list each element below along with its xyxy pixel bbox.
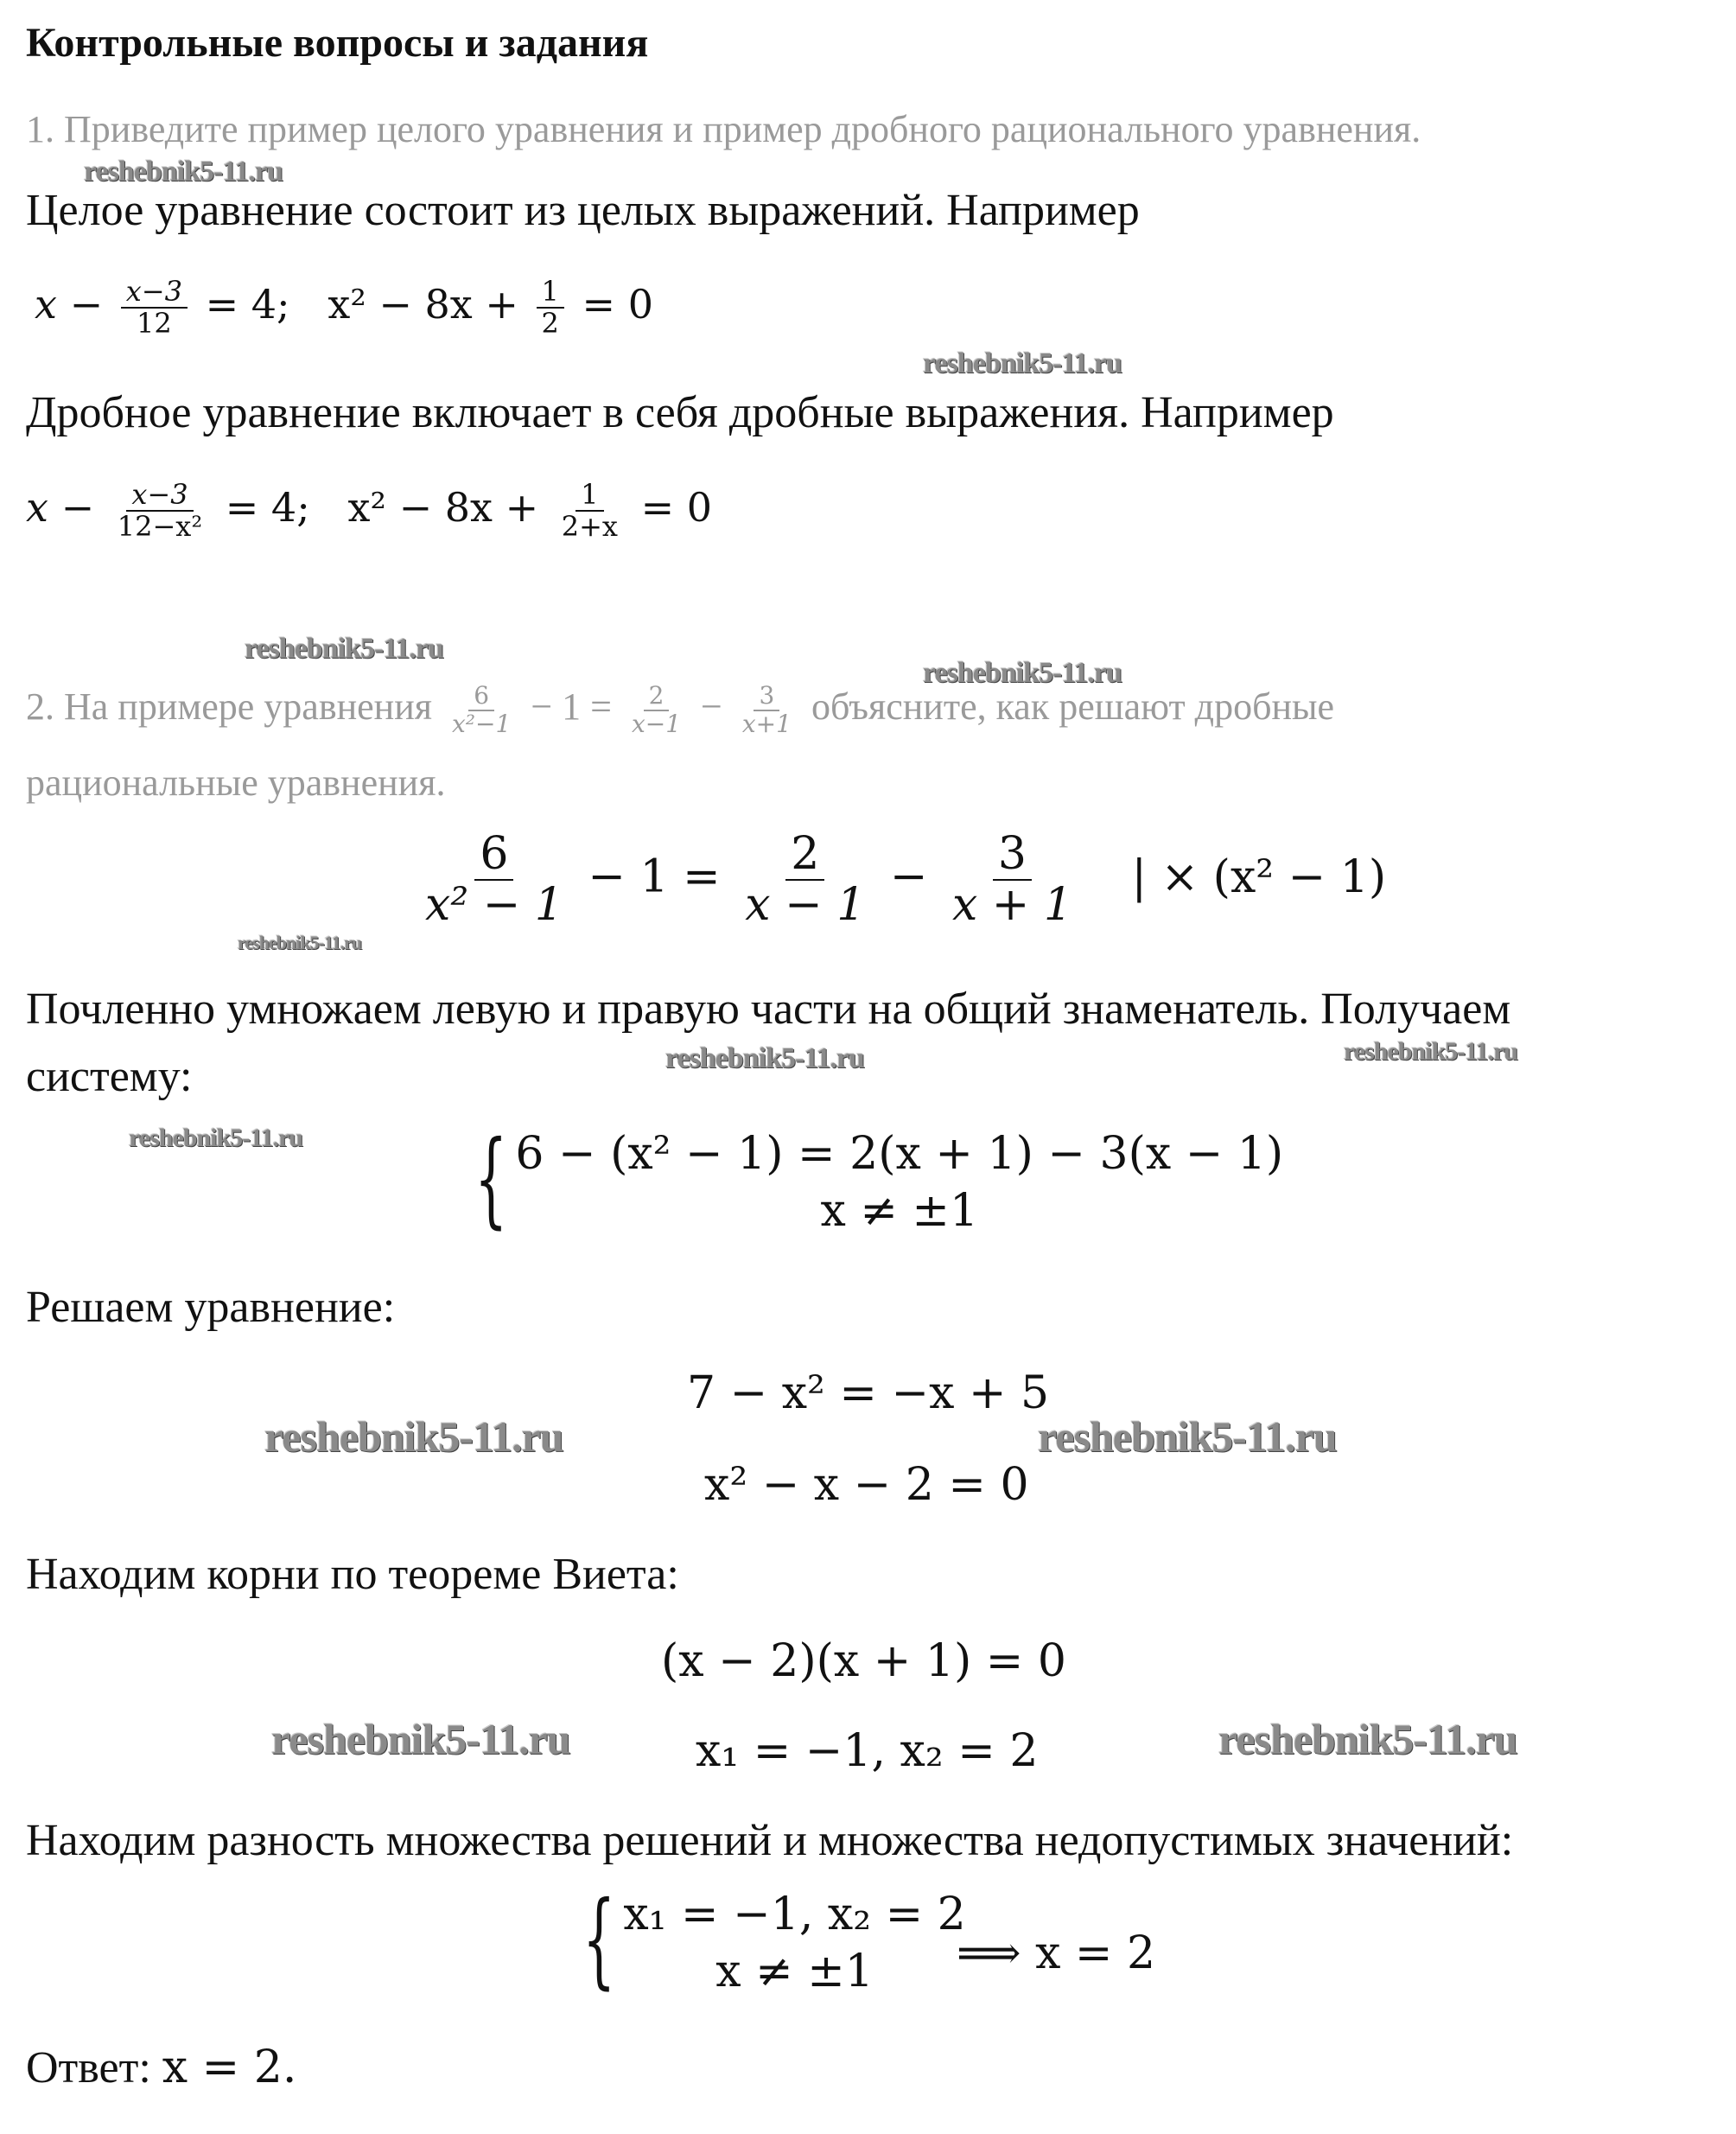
- watermark: reshebnik5-11.ru: [129, 1124, 302, 1152]
- eq-part: = 4; x² − 8x +: [225, 484, 539, 532]
- difference-text: Находим разность множества решений и множества недопустимых значений:: [26, 1816, 1514, 1865]
- brace-icon: {: [474, 1119, 508, 1239]
- denominator: x² − 1: [425, 879, 563, 932]
- eq-part: x −: [35, 281, 104, 328]
- numerator: 2: [785, 830, 824, 881]
- fractional-equation-intro: Дробное уравнение включает в себя дробные выражения. Например: [26, 388, 1334, 437]
- answer: [26, 2042, 296, 2093]
- watermark: reshebnik5-11.ru: [1038, 1412, 1337, 1461]
- numerator: x−3: [121, 277, 188, 309]
- denominator: x + 1: [951, 879, 1072, 932]
- solve-step: x² − x − 2 = 0: [704, 1459, 1029, 1511]
- denominator: 12: [136, 307, 172, 341]
- watermark: reshebnik5-11.ru: [271, 1715, 570, 1763]
- question-2-text: объясните, как решают дробные: [811, 685, 1335, 728]
- eq-part: = 0: [582, 281, 653, 328]
- denominator: 12−x²: [117, 510, 203, 544]
- numerator: x−3: [126, 480, 193, 512]
- watermark: reshebnik5-11.ru: [84, 156, 283, 188]
- final-system: [566, 1880, 966, 2000]
- question-2-continued: рациональные уравнения.: [26, 761, 446, 804]
- numerator: 6: [474, 830, 513, 881]
- numerator: 3: [754, 683, 779, 711]
- brace-icon: {: [582, 1880, 616, 2000]
- numerator: 1: [537, 277, 564, 309]
- system-row: x ≠ ±1: [820, 1185, 979, 1237]
- question-2-text: 2. На примере уравнения: [26, 685, 433, 728]
- watermark: reshebnik5-11.ru: [264, 1412, 563, 1461]
- denominator: x−1: [631, 709, 682, 738]
- whole-equation-example: [35, 277, 653, 339]
- eq-part: − 1 =: [531, 685, 612, 728]
- denominator: 2: [541, 307, 559, 341]
- watermark: reshebnik5-11.ru: [238, 932, 362, 953]
- vieta-step: (x − 2)(x + 1) = 0: [661, 1635, 1066, 1687]
- multiply-text-continued: систему:: [26, 1052, 193, 1101]
- denominator: x+1: [741, 709, 792, 738]
- watermark: reshebnik5-11.ru: [1218, 1715, 1517, 1763]
- whole-equation-intro: Целое уравнение состоит из целых выражений. Например: [26, 186, 1140, 235]
- solve-step: 7 − x² = −x + 5: [687, 1367, 1050, 1419]
- watermark: reshebnik5-11.ru: [923, 347, 1122, 379]
- system-row: 6 − (x² − 1) = 2(x + 1) − 3(x − 1): [515, 1128, 1284, 1180]
- multiplier: | × (x² − 1): [1131, 850, 1387, 903]
- vieta-step: x₁ = −1, x₂ = 2: [696, 1725, 1039, 1777]
- eq-part: − 1 =: [588, 850, 721, 903]
- eq-part: −: [889, 850, 928, 903]
- denominator: x²−1: [452, 709, 512, 738]
- denominator: x − 1: [745, 879, 866, 932]
- watermark: reshebnik5-11.ru: [245, 633, 443, 665]
- numerator: 2: [644, 683, 670, 711]
- answer-value: x = 2.: [162, 2042, 297, 2093]
- system-row: x₁ = −1, x₂ = 2: [623, 1889, 966, 1940]
- system-row: x ≠ ±1: [715, 1946, 874, 1997]
- equation-system: [458, 1119, 1284, 1239]
- question-2: [26, 683, 1334, 738]
- watermark: reshebnik5-11.ru: [923, 657, 1122, 689]
- main-equation: [415, 830, 1386, 930]
- numerator: 1: [575, 480, 603, 512]
- page-title: Контрольные вопросы и задания: [26, 20, 649, 66]
- answer-label: Ответ:: [26, 2043, 151, 2093]
- denominator: 2+x: [561, 510, 618, 544]
- eq-part: = 0: [640, 484, 713, 532]
- eq-part: −: [701, 685, 722, 728]
- eq-part: x −: [26, 484, 95, 532]
- final-result: ⟹ x = 2: [957, 1927, 1156, 1979]
- vieta-text: Находим корни по теореме Виета:: [26, 1550, 679, 1599]
- watermark: reshebnik5-11.ru: [665, 1042, 864, 1074]
- numerator: 6: [468, 683, 494, 711]
- numerator: 3: [993, 830, 1032, 881]
- watermark: reshebnik5-11.ru: [1344, 1037, 1517, 1066]
- eq-part: = 4; x² − 8x +: [205, 281, 518, 328]
- question-1: 1. Приведите пример целого уравнения и пример дробного рационального уравнения.: [26, 108, 1421, 150]
- fractional-equation-example: [26, 480, 712, 542]
- multiply-text: Почленно умножаем левую и правую части на общий знаменатель. Получаем: [26, 984, 1511, 1034]
- solve-text: Решаем уравнение:: [26, 1283, 396, 1332]
